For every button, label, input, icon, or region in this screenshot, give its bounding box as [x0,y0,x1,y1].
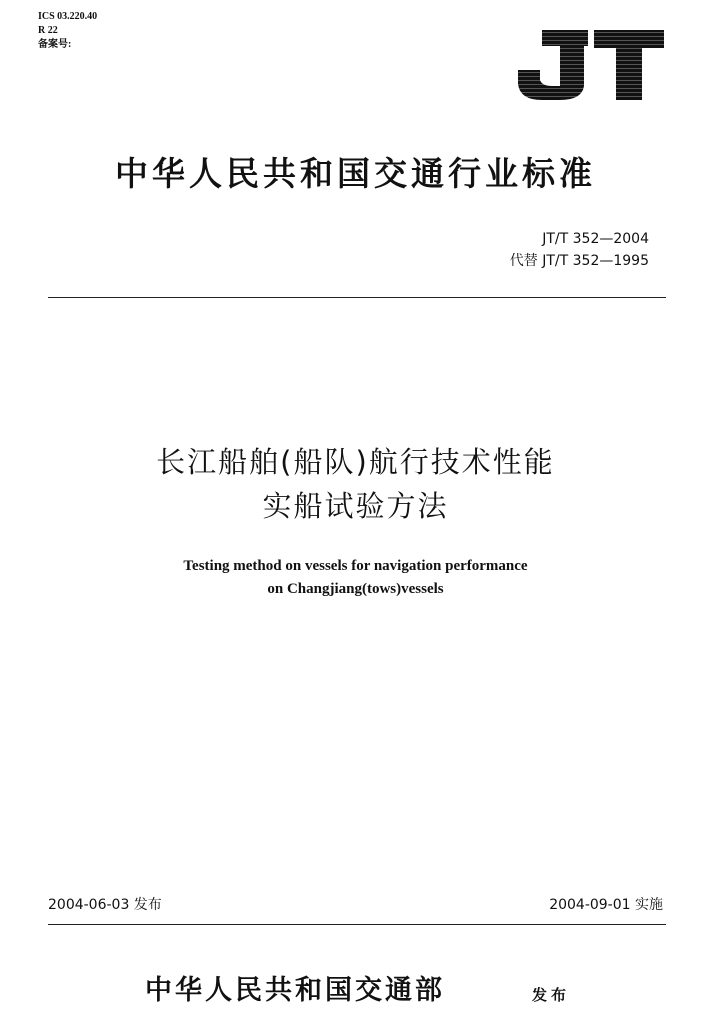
standard-number: JT/T 352—2004 [542,231,649,247]
title-chinese-line-2: 实船试验方法 [262,489,449,523]
industry-standard-title: 中华人民共和国交通行业标准 [115,154,596,193]
header-divider [48,297,666,298]
publisher-name: 中华人民共和国交通部 [145,975,445,1006]
implementation-date: 2004-09-01 实施 [549,897,663,913]
title-chinese-line-1: 长江船舶(船队)航行技术性能 [156,445,555,479]
publish-label: 发布 [532,986,571,1004]
classification-block [38,10,97,52]
standard-number-block [510,228,649,272]
record-number-label: 备案号: [38,39,72,50]
footer-divider [48,924,666,925]
jt-logo [516,28,666,100]
ics-code: ICS 03.220.40 [38,11,98,22]
title-english-line-2: on Changjiang(tows)vessels [267,581,444,597]
replaced-standard: 代替 JT/T 352—1995 [509,253,649,269]
title-english-line-1: Testing method on vessels for navigation performance [183,558,528,574]
issue-date: 2004-06-03 发布 [48,897,162,913]
class-code: R 22 [38,25,58,36]
